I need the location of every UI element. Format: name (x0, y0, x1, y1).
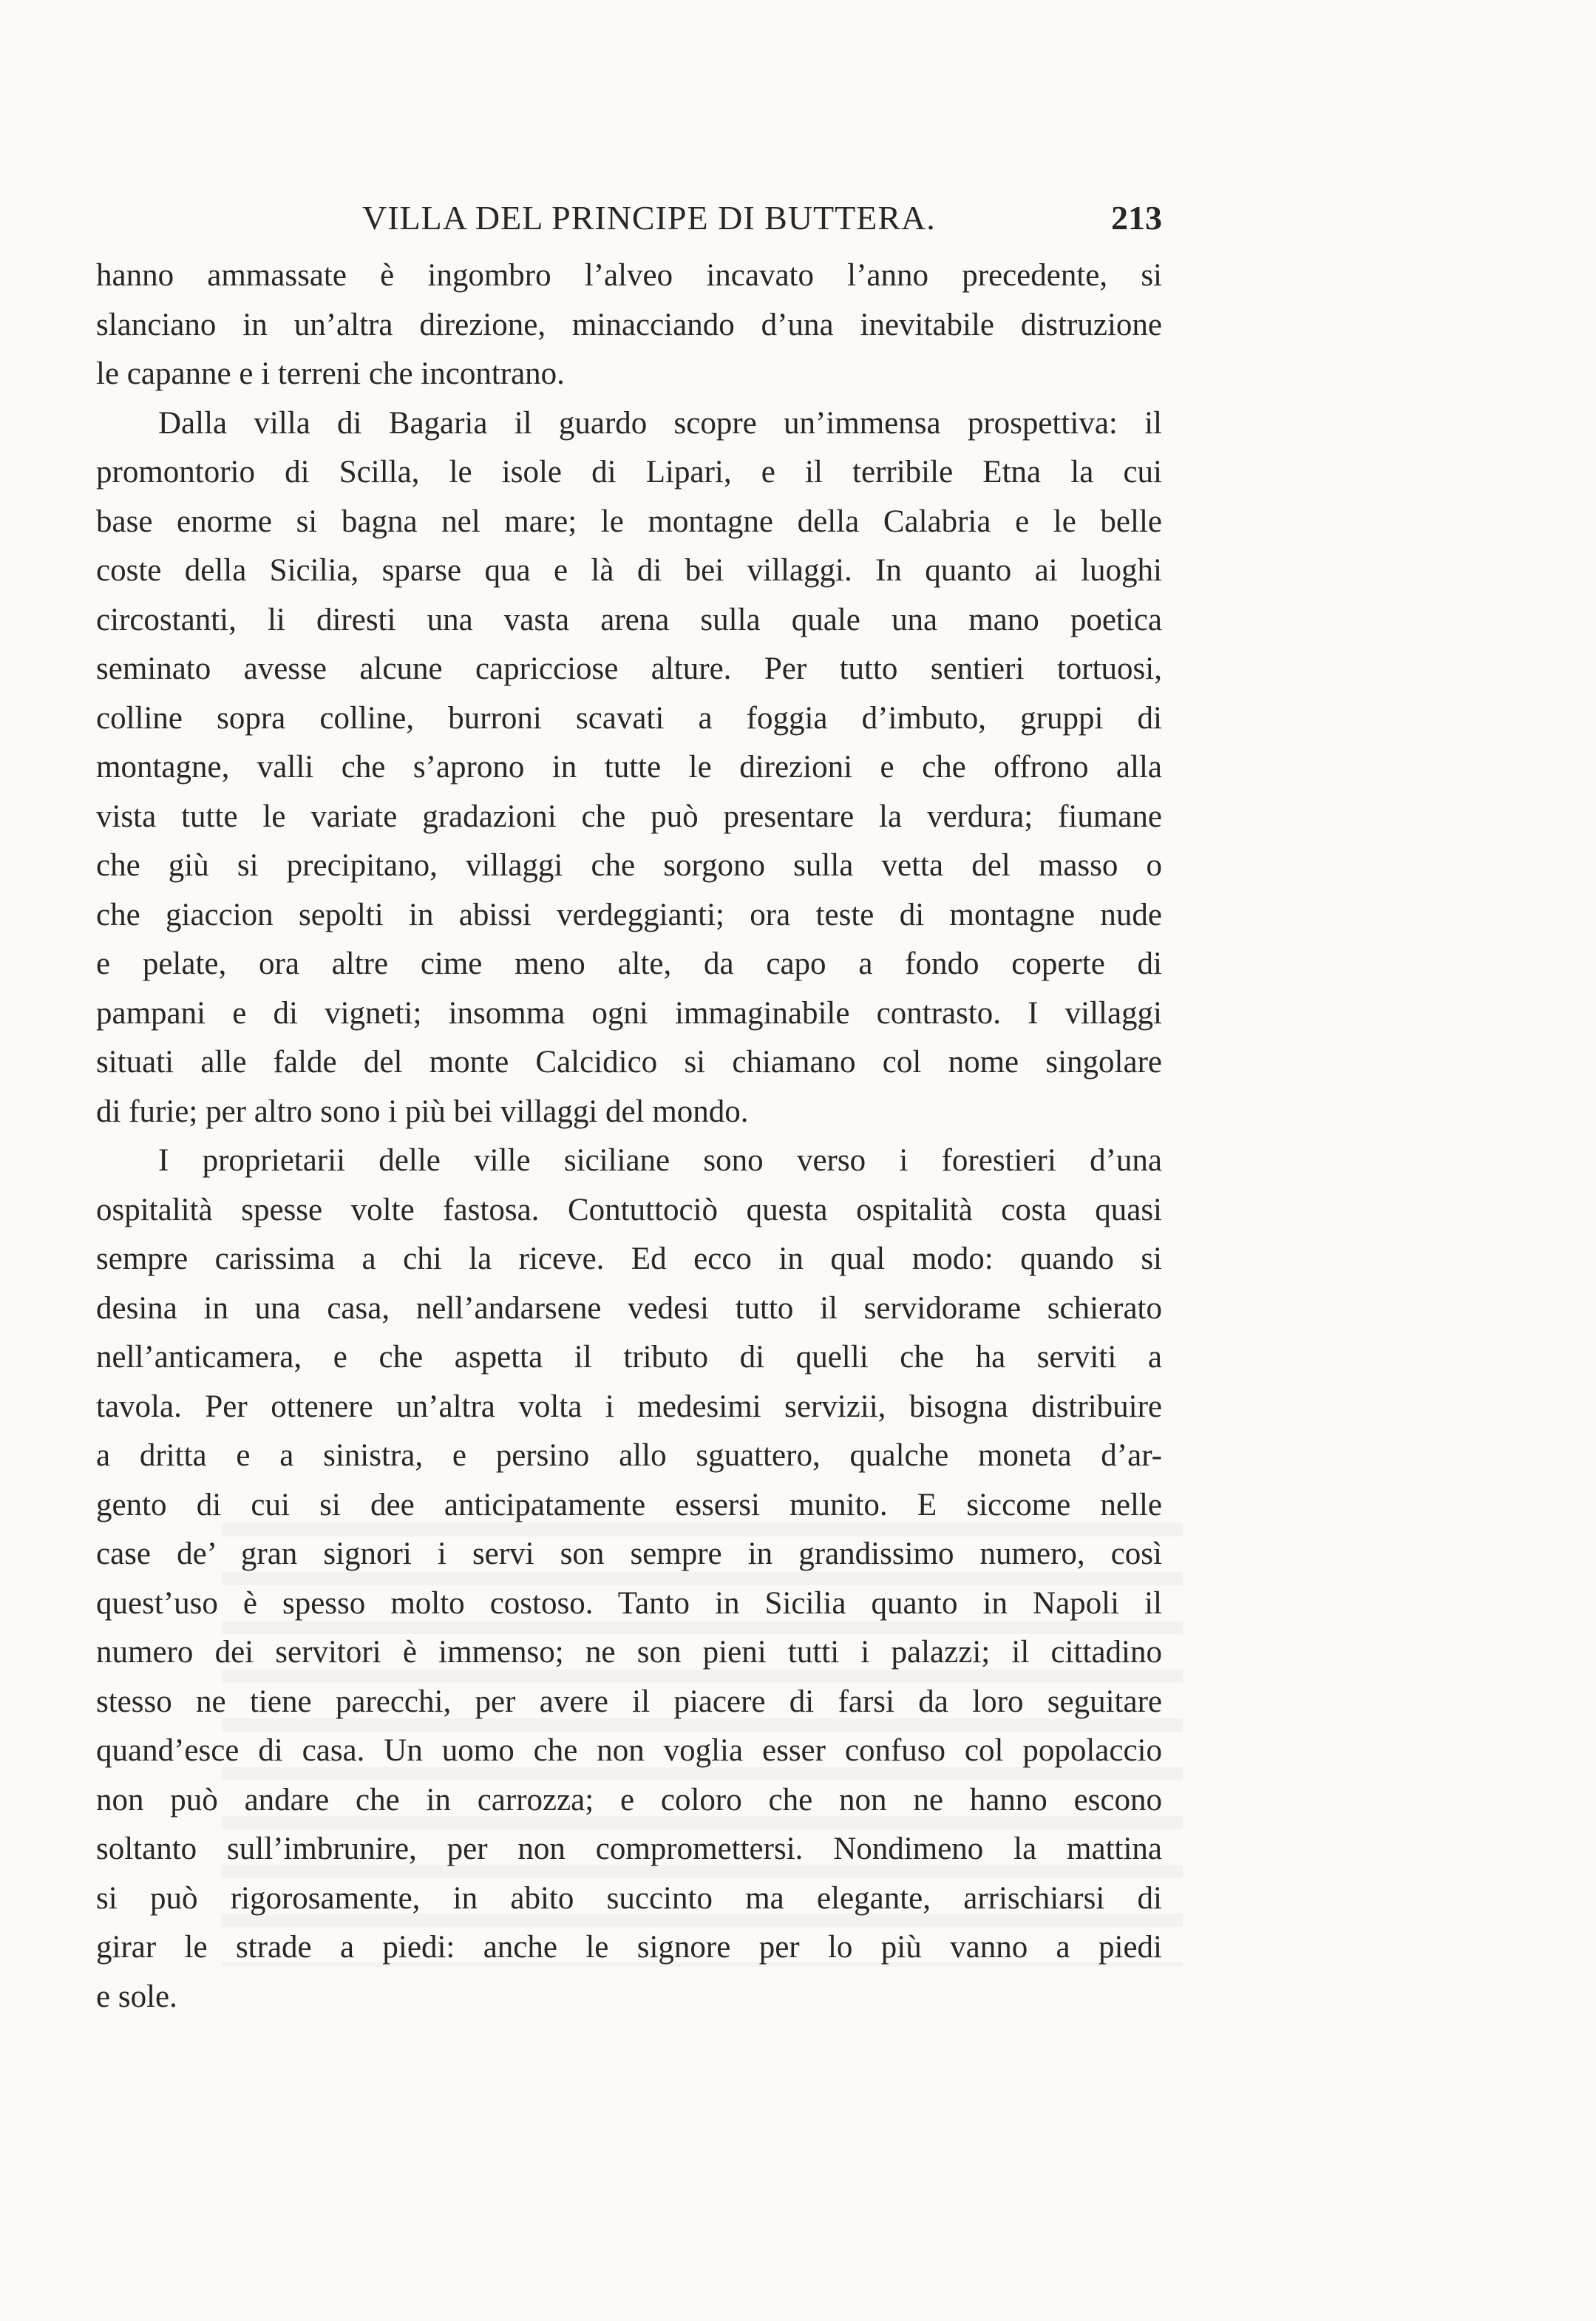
text-line: gento di cui si dee anticipatamente essersi munito. E siccome nelle (96, 1487, 1162, 1522)
text-line: e sole. (96, 1979, 177, 2014)
text-line: si può rigorosamente, in abito succinto ma elegante, arrischiarsi di (96, 1880, 1162, 1916)
text-line: girar le strade a piedi: anche le signore per lo più vanno a piedi (96, 1930, 1162, 1965)
text-line: sempre carissima a chi la riceve. Ed ecco in qual modo: quando si (96, 1241, 1162, 1276)
text-line: seminato avesse alcune capricciose alture. Per tutto sentieri tortuosi, (96, 651, 1162, 686)
text-line: di furie; per altro sono i più bei villaggi del mondo. (96, 1094, 749, 1129)
text-line: ospitalità spesse volte fastosa. Contuttociò questa ospitalità costa quasi (96, 1192, 1162, 1227)
page-header (96, 198, 1162, 243)
text-line: hanno ammassate è ingombro l’alveo incavato l’anno precedente, si (96, 258, 1162, 293)
text-line: e pelate, ora altre cime meno alte, da capo a fondo coperte di (96, 946, 1162, 981)
text-line: Dalla villa di Bagaria il guardo scopre un’immensa prospettiva: il (158, 405, 1162, 441)
text-line: circostanti, li diresti una vasta arena sulla quale una mano poetica (96, 602, 1162, 637)
text-line: quand’esce di casa. Un uomo che non voglia esser confuso col popolaccio (96, 1733, 1162, 1768)
text-line: che giù si precipitano, villaggi che sorgono sulla vetta del masso o (96, 848, 1162, 883)
text-line: vista tutte le variate gradazioni che può presentare la verdura; fiumane (96, 799, 1162, 834)
text-line: I proprietarii delle ville siciliane sono verso i forestieri d’una (158, 1143, 1162, 1178)
text-line: quest’uso è spesso molto costoso. Tanto in Sicilia quanto in Napoli il (96, 1585, 1162, 1621)
body-text (96, 251, 1162, 2022)
text-line: base enorme si bagna nel mare; le montagne della Calabria e le belle (96, 504, 1162, 539)
text-line: nell’anticamera, e che aspetta il tributo di quelli che ha serviti a (96, 1340, 1162, 1375)
text-line: case de’ gran signori i servi son sempre in grandissimo numero, così (96, 1536, 1162, 1571)
text-line: stesso ne tiene parecchi, per avere il piacere di farsi da loro seguitare (96, 1684, 1162, 1719)
text-line: tavola. Per ottenere un’altra volta i medesimi servizii, bisogna distribuire (96, 1389, 1162, 1424)
running-title: VILLA DEL PRINCIPE DI BUTTERA. (362, 199, 936, 237)
text-line: slanciano in un’altra direzione, minacciando d’una inevitabile distruzione (96, 307, 1162, 342)
text-line: promontorio di Scilla, le isole di Lipari, e il terribile Etna la cui (96, 455, 1162, 489)
text-line: le capanne e i terreni che incontrano. (96, 356, 565, 391)
text-line: pampani e di vigneti; insomma ogni immaginabile contrasto. I villaggi (96, 995, 1162, 1031)
text-line: numero dei servitori è immenso; ne son pieni tutti i palazzi; il cittadino (96, 1635, 1162, 1670)
text-line: montagne, valli che s’aprono in tutte le direzioni e che offrono alla (96, 750, 1162, 785)
text-line: situati alle falde del monte Calcidico si chiamano col nome singolare (96, 1045, 1162, 1080)
text-line: soltanto sull’imbrunire, per non compromettersi. Nondimeno la mattina (96, 1832, 1162, 1866)
text-line: colline sopra colline, burroni scavati a foggia d’imbuto, gruppi di (96, 700, 1162, 736)
text-line: che giaccion sepolti in abissi verdeggianti; ora teste di montagne nude (96, 897, 1162, 932)
text-line: coste della Sicilia, sparse qua e là di bei villaggi. In quanto ai luoghi (96, 553, 1162, 588)
text-line: a dritta e a sinistra, e persino allo sguattero, qualche moneta d’ar- (96, 1438, 1162, 1473)
text-line: desina in una casa, nell’andarsene vedesi tutto il servidorame schierato (96, 1290, 1162, 1326)
page-number: 213 (1111, 199, 1162, 237)
text-line: non può andare che in carrozza; e coloro che non ne hanno escono (96, 1782, 1162, 1817)
